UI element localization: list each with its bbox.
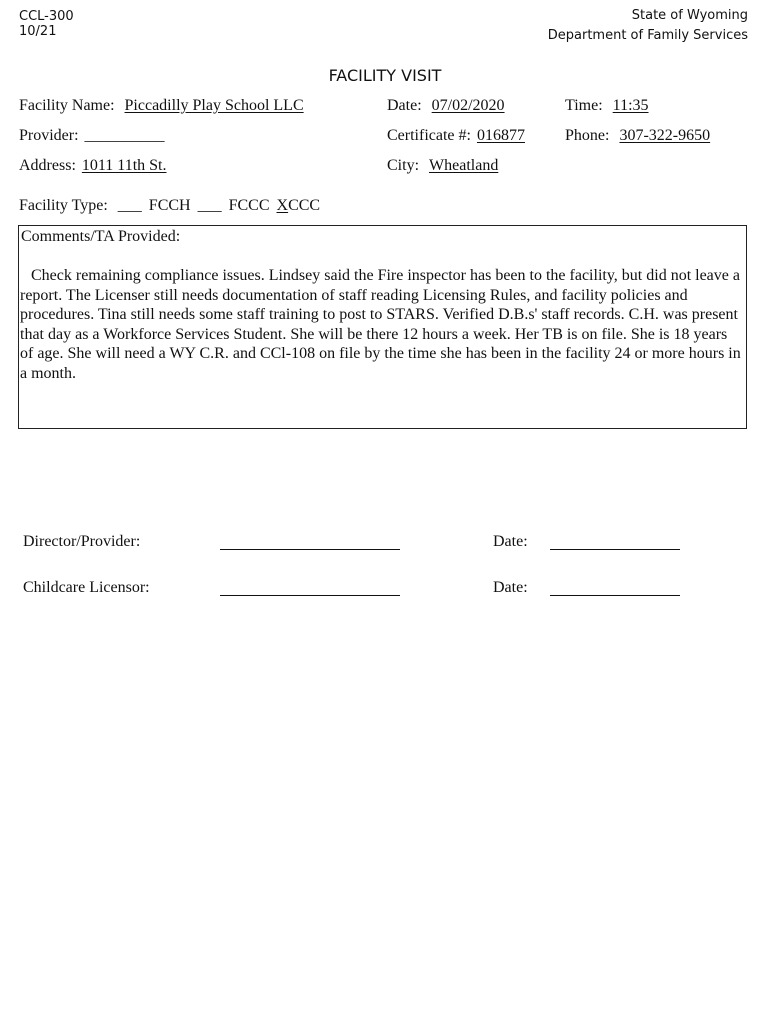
- time-value: 11:35: [612, 97, 649, 114]
- city-row: [387, 157, 498, 175]
- director-signature-label: Director/Provider:: [23, 533, 141, 550]
- comments-box: [18, 225, 747, 429]
- phone-value: 307-322-9650: [619, 127, 711, 144]
- city-label: City:: [387, 157, 420, 174]
- form-title: FACILITY VISIT: [328, 66, 442, 85]
- facility-type-label: Facility Type:: [19, 197, 108, 214]
- form-number: CCL-300: [19, 9, 74, 24]
- certificate-value: 016877: [476, 127, 525, 144]
- comments-text: Check remaining compliance issues. Lindsey said the Fire inspector has been to the facility, but did not leave a report. The Licenser still needs documentation of staff reading Licensing Rules, and facility policies and procedures. Tina still needs some staff training to post to STARS. Verified D.B.s' staff records. C.H. was present that day as a Workforce Services Student. She will be there 12 hours a week. Her TB is on file. She is 18 years of age. She will need a WY C.R. and CCl-108 on file by the time she has been in the facility 24 or more hours in a month.: [20, 267, 741, 382]
- fccc-blank: ___: [197, 197, 222, 214]
- state-name: State of Wyoming: [631, 8, 748, 23]
- department-name: Department of Family Services: [547, 28, 748, 43]
- facility-name-value: Piccadilly Play School LLC: [124, 97, 304, 114]
- time-row: [565, 97, 649, 115]
- fcch-blank: ___: [117, 197, 142, 214]
- address-row: [19, 157, 167, 175]
- provider-label: Provider:: [19, 127, 79, 144]
- phone-row: [565, 127, 710, 145]
- facility-type-row: [19, 197, 320, 215]
- provider-row: [19, 127, 165, 145]
- comments-label: Comments/TA Provided:: [21, 228, 181, 245]
- date-value: 07/02/2020: [431, 97, 505, 114]
- certificate-label: Certificate #:: [387, 127, 471, 144]
- agency-block: [548, 6, 748, 46]
- facility-name-label: Facility Name:: [19, 97, 115, 114]
- facility-name-row: [19, 97, 304, 115]
- director-date-label: Date:: [493, 533, 528, 550]
- phone-label: Phone:: [565, 127, 610, 144]
- address-value: 1011 11th St.: [81, 157, 167, 174]
- date-label: Date:: [387, 97, 422, 114]
- date-row: [387, 97, 505, 115]
- ccc-option: CCC: [288, 197, 321, 214]
- form-id-block: [19, 9, 74, 39]
- director-signature-line[interactable]: [220, 549, 400, 550]
- address-label: Address:: [19, 157, 76, 174]
- ccc-check-mark: X: [276, 197, 289, 214]
- licensor-date-line[interactable]: [550, 595, 680, 596]
- fccc-option: FCCC: [228, 197, 270, 214]
- licensor-signature-line[interactable]: [220, 595, 400, 596]
- provider-value: __________: [84, 127, 165, 144]
- director-date-line[interactable]: [550, 549, 680, 550]
- certificate-row: [387, 127, 525, 145]
- licensor-date-label: Date:: [493, 579, 528, 596]
- city-value: Wheatland: [429, 157, 499, 174]
- time-label: Time:: [565, 97, 603, 114]
- licensor-signature-label: Childcare Licensor:: [23, 579, 150, 596]
- fcch-option: FCCH: [148, 197, 191, 214]
- form-revision-date: 10/21: [19, 24, 57, 39]
